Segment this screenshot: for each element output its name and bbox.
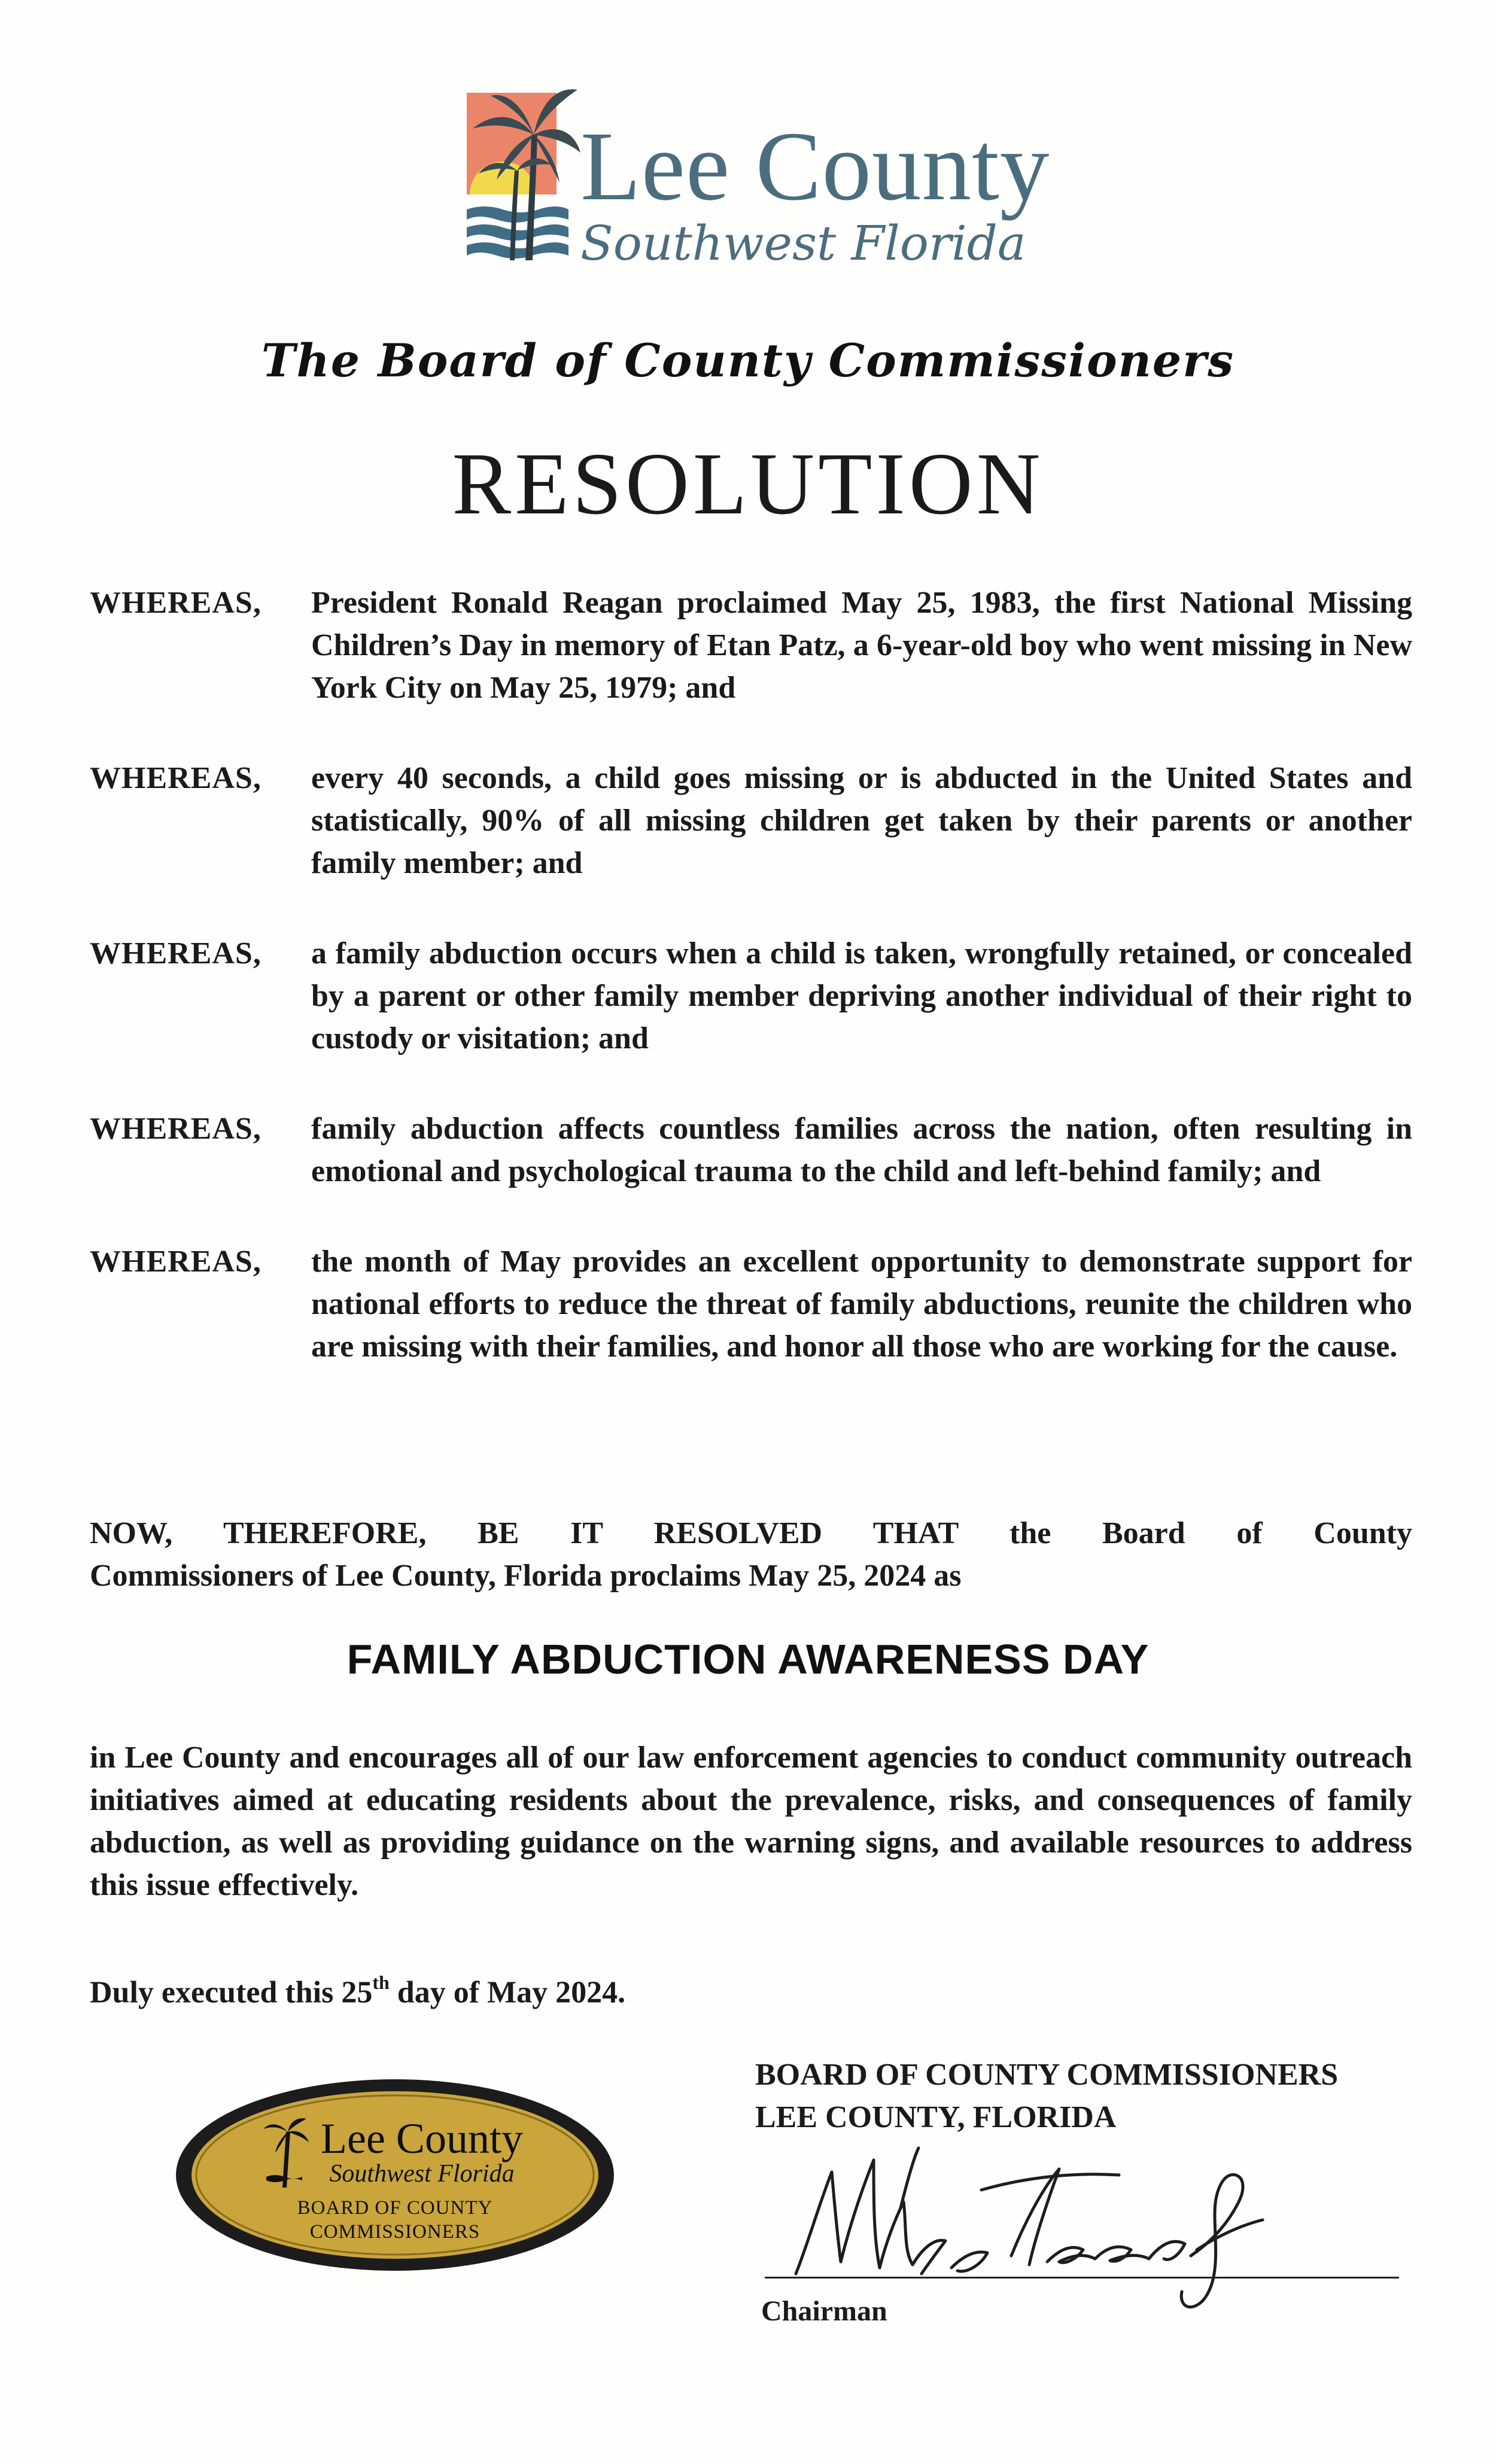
clause-label: WHEREAS, — [90, 761, 262, 795]
encourage-paragraph: in Lee County and encourages all of our law enforcement agencies to conduct community outreach initiatives aimed at educating residents about the prevalence, risks, and consequences of family abduction, as well as providing guidance on the warning signs, and available resources to address this issue effectively. — [90, 1741, 1412, 1902]
page-title: RESOLUTION — [452, 435, 1044, 533]
seal-board-text — [174, 2196, 616, 2244]
resolved-paragraph — [90, 1512, 1412, 1597]
ordinal-suffix: th — [372, 1972, 390, 1993]
proclamation-title: FAMILY ABDUCTION AWARENESS DAY — [346, 1636, 1150, 1683]
whereas-clauses — [90, 582, 1412, 1416]
clause-label: WHEREAS, — [90, 936, 262, 971]
board-title: The Board of County Commissioners — [261, 334, 1235, 387]
signature-org-line-2: LEE COUNTY, FLORIDA — [755, 2100, 1117, 2134]
clause-label: WHEREAS, — [90, 1245, 262, 1279]
handwritten-signature — [784, 2136, 1310, 2316]
seal-line-1: BOARD OF COUNTY — [297, 2197, 493, 2219]
seal-tagline: Southwest Florida — [329, 2160, 515, 2188]
county-seal — [174, 2076, 616, 2274]
signer-title: Chairman — [761, 2295, 887, 2327]
clause-text: the month of May provides an excellent opportunity to demonstrate support for national efforts to reduce the threat of family abductions, reunite the children who are missing with their families, and honor all those who are working for the cause. — [311, 1245, 1412, 1364]
whereas-clause — [90, 1108, 1412, 1193]
seal-wordmark: Lee County — [321, 2115, 523, 2162]
signature-organization — [755, 2054, 1338, 2138]
clause-text: a family abduction occurs when a child is taken, wrongfully retained, or concealed by a parent or other family member depriving another individual of their right to custody or visitation; and — [311, 936, 1412, 1055]
resolved-line-1: NOW, THEREFORE, BE IT RESOLVED THAT the Board of County — [90, 1516, 1412, 1550]
clause-label: WHEREAS, — [90, 1112, 262, 1146]
logo-tagline: Southwest Florida — [580, 215, 1026, 271]
logo-wordmark: Lee County — [580, 111, 1050, 221]
seal-line-2: COMMISSIONERS — [309, 2221, 481, 2243]
execution-date — [90, 1964, 625, 2013]
lee-county-logo — [461, 81, 1059, 284]
whereas-clause — [90, 932, 1412, 1060]
whereas-clause — [90, 582, 1412, 709]
whereas-clause — [90, 757, 1412, 884]
clause-text: family abduction affects countless families across the nation, often resulting in emotional and psychological trauma to the child and left-behind family; and — [311, 1112, 1412, 1188]
palm-tree-sun-icon — [461, 81, 580, 278]
whereas-clause — [90, 1240, 1412, 1368]
clause-text: every 40 seconds, a child goes missing or is abducted in the United States and statistically, 90% of all missing children get taken by their parents or another family member; and — [311, 761, 1412, 880]
clause-label: WHEREAS, — [90, 586, 262, 620]
execution-prefix: Duly executed this 25 — [90, 1975, 373, 2010]
execution-rest: day of May 2024. — [389, 1975, 626, 2010]
signature-line — [765, 2277, 1399, 2279]
resolved-line-2: Commissioners of Lee County, Florida proclaims May 25, 2024 as — [90, 1559, 962, 1593]
clause-text: President Ronald Reagan proclaimed May 25, 1983, the first National Missing Children’s Day in memory of Etan Patz, a 6-year-old boy who went missing in New York City on May 25, 1979; and — [311, 586, 1412, 705]
signature-org-line-1: BOARD OF COUNTY COMMISSIONERS — [755, 2058, 1339, 2092]
